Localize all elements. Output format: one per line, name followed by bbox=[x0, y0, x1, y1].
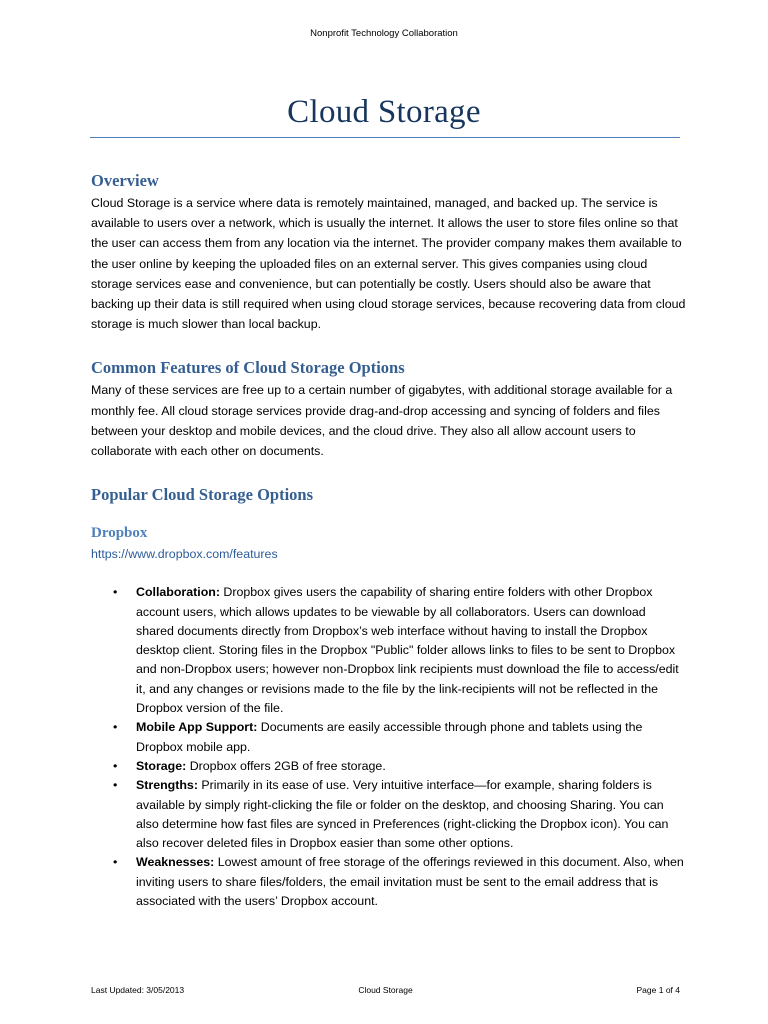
title-divider bbox=[90, 137, 680, 138]
page-number: Page 1 of 4 bbox=[636, 985, 680, 995]
popular-options-heading: Popular Cloud Storage Options bbox=[91, 485, 314, 505]
features-paragraph: Many of these services are free up to a certain number of gigabytes, with additional storage available for a monthly fee. All cloud storage services provide drag-and-drop accessing and syncing of folders and files between your desktop and mobile devices, and the cloud drive. They also all allow account users to collaborate with each other on documents. bbox=[91, 383, 673, 459]
list-item-label: Collaboration: bbox=[136, 585, 220, 600]
features-heading: Common Features of Cloud Storage Options bbox=[91, 358, 405, 378]
footer-title: Cloud Storage bbox=[358, 985, 413, 995]
dropbox-features-link[interactable]: https://www.dropbox.com/features bbox=[91, 547, 278, 562]
list-item-label: Storage: bbox=[136, 758, 187, 773]
bullet-icon: • bbox=[113, 720, 118, 735]
page-footer bbox=[91, 985, 680, 999]
list-item-text: Dropbox gives users the capability of sharing entire folders with other Dropbox account users, which allows updates to be viewable by all collaborators. Users can download shared documents directly from Dropbox’s web interface without having to install the Dropbox desktop client. Storing files in the Dropbox "Public" folder allows links to files to be sent to Dropbox and non-Dropbox users; however non-Dropbox link recipients must download the file to access/edit it, and any changes or revisions made to the file by the link-recipients will not be reflected in the Dropbox version of the file. bbox=[136, 585, 679, 716]
dropbox-subsection bbox=[91, 523, 686, 911]
popular-options-section bbox=[91, 483, 686, 911]
list-item-mobile-app-support bbox=[113, 718, 686, 757]
last-updated-label: Last Updated: 3/05/2013 bbox=[91, 985, 185, 995]
bullet-icon: • bbox=[113, 778, 118, 793]
features-section bbox=[91, 356, 686, 461]
list-item-text: Lowest amount of free storage of the offerings reviewed in this document. Also, when inviting users to share files/folders, the email invitation must be sent to the email address that is associated with the users’ Dropbox account. bbox=[136, 855, 684, 908]
document-body bbox=[91, 169, 686, 911]
list-item-label: Weaknesses: bbox=[136, 855, 215, 870]
list-item-text: Primarily in its ease of use. Very intuitive interface—for example, sharing folders is available by simply right-clicking the file or folder on the desktop, and choosing Sharing. You can also determine how fast files are synced in Preferences (right-clicking the Dropbox icon). You can also recover deleted files in Dropbox easier than some other options. bbox=[136, 778, 669, 851]
dropbox-heading: Dropbox bbox=[91, 525, 148, 542]
bullet-icon: • bbox=[113, 758, 118, 773]
dropbox-feature-list bbox=[113, 583, 686, 911]
list-item-label: Mobile App Support: bbox=[136, 720, 258, 735]
list-item-label: Strengths: bbox=[136, 778, 198, 793]
running-header: Nonprofit Technology Collaboration bbox=[310, 28, 458, 39]
bullet-icon: • bbox=[113, 585, 118, 600]
list-item-strengths bbox=[113, 776, 686, 853]
list-item-text: Dropbox offers 2GB of free storage. bbox=[186, 758, 386, 773]
list-item-storage bbox=[113, 757, 686, 776]
overview-heading: Overview bbox=[91, 171, 159, 190]
overview-paragraph: Cloud Storage is a service where data is remotely maintained, managed, and backed up. The service is available to users over a network, which is usually the internet. It allows the user to store files online so that the user can access them from any location via the internet. The provider company makes them available to the user online by keeping the uploaded files on an external server. This gives companies using cloud storage services ease and convenience, but can potentially be costly. Users should also be aware that backing up their data is still required when using cloud storage services, because recovering data from cloud storage is much slower than local backup. bbox=[91, 196, 686, 332]
list-item-collaboration bbox=[113, 583, 686, 718]
document-title: Cloud Storage bbox=[287, 94, 481, 130]
list-item-text: Documents are easily accessible through phone and tablets using the Dropbox mobile app. bbox=[136, 720, 643, 754]
bullet-icon: • bbox=[113, 855, 118, 870]
overview-section bbox=[91, 169, 686, 334]
list-item-weaknesses bbox=[113, 853, 686, 911]
